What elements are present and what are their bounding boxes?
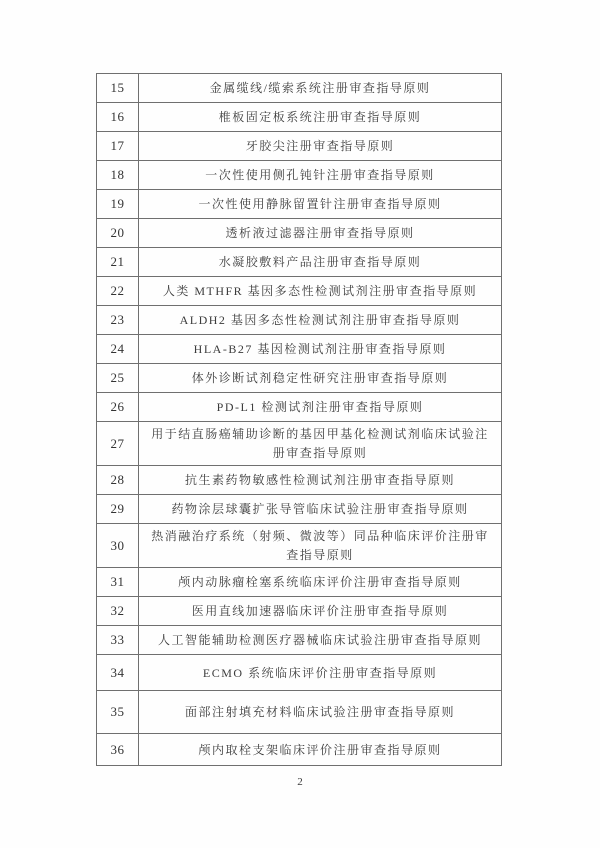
- table-row: [97, 161, 502, 190]
- row-title: 水凝胶敷料产品注册审查指导原则: [139, 248, 502, 277]
- row-number: 34: [97, 655, 139, 691]
- table-row: [97, 655, 502, 691]
- page-number: 2: [297, 776, 303, 788]
- table-row: [97, 626, 502, 655]
- row-number: 17: [97, 132, 139, 161]
- table-row: [97, 248, 502, 277]
- row-title: 椎板固定板系统注册审查指导原则: [139, 103, 502, 132]
- row-number: 28: [97, 466, 139, 495]
- row-number: 22: [97, 277, 139, 306]
- row-title: 牙胶尖注册审查指导原则: [139, 132, 502, 161]
- table-row: [97, 132, 502, 161]
- row-number: 24: [97, 335, 139, 364]
- row-number: 32: [97, 597, 139, 626]
- table-body: [97, 74, 502, 766]
- table-row: [97, 568, 502, 597]
- table-row: [97, 74, 502, 103]
- row-title: 颅内动脉瘤栓塞系统临床评价注册审查指导原则: [139, 568, 502, 597]
- row-number: 31: [97, 568, 139, 597]
- table-row: [97, 597, 502, 626]
- row-title: ALDH2 基因多态性检测试剂注册审查指导原则: [139, 306, 502, 335]
- table-row: [97, 466, 502, 495]
- row-title: HLA-B27 基因检测试剂注册审查指导原则: [139, 335, 502, 364]
- row-title: 药物涂层球囊扩张导管临床试验注册审查指导原则: [139, 495, 502, 524]
- row-title: 面部注射填充材料临床试验注册审查指导原则: [139, 691, 502, 734]
- table-row: [97, 393, 502, 422]
- table-row: [97, 335, 502, 364]
- row-title: 热消融治疗系统（射频、微波等）同品种临床评价注册审查指导原则: [139, 524, 502, 568]
- row-title: ECMO 系统临床评价注册审查指导原则: [139, 655, 502, 691]
- row-title: PD-L1 检测试剂注册审查指导原则: [139, 393, 502, 422]
- row-title: 一次性使用侧孔钝针注册审查指导原则: [139, 161, 502, 190]
- row-number: 18: [97, 161, 139, 190]
- guidance-principles-table: [96, 73, 502, 766]
- row-number: 25: [97, 364, 139, 393]
- row-title: 一次性使用静脉留置针注册审查指导原则: [139, 190, 502, 219]
- row-number: 33: [97, 626, 139, 655]
- row-number: 30: [97, 524, 139, 568]
- row-number: 35: [97, 691, 139, 734]
- row-title: 用于结直肠癌辅助诊断的基因甲基化检测试剂临床试验注册审查指导原则: [139, 422, 502, 466]
- row-number: 15: [97, 74, 139, 103]
- row-number: 19: [97, 190, 139, 219]
- row-title: 金属缆线/缆索系统注册审查指导原则: [139, 74, 502, 103]
- row-title: 医用直线加速器临床评价注册审查指导原则: [139, 597, 502, 626]
- table-row: [97, 495, 502, 524]
- row-number: 21: [97, 248, 139, 277]
- table-row: [97, 734, 502, 766]
- row-title: 人工智能辅助检测医疗器械临床试验注册审查指导原则: [139, 626, 502, 655]
- row-number: 20: [97, 219, 139, 248]
- table-row: [97, 364, 502, 393]
- table-row: [97, 422, 502, 466]
- row-number: 27: [97, 422, 139, 466]
- table-row: [97, 524, 502, 568]
- row-title: 抗生素药物敏感性检测试剂注册审查指导原则: [139, 466, 502, 495]
- table-row: [97, 691, 502, 734]
- row-title: 颅内取栓支架临床评价注册审查指导原则: [139, 734, 502, 766]
- table-row: [97, 190, 502, 219]
- row-title: 透析液过滤器注册审查指导原则: [139, 219, 502, 248]
- row-number: 26: [97, 393, 139, 422]
- row-title: 人类 MTHFR 基因多态性检测试剂注册审查指导原则: [139, 277, 502, 306]
- row-number: 16: [97, 103, 139, 132]
- table-row: [97, 277, 502, 306]
- table-row: [97, 103, 502, 132]
- row-title: 体外诊断试剂稳定性研究注册审查指导原则: [139, 364, 502, 393]
- row-number: 23: [97, 306, 139, 335]
- row-number: 36: [97, 734, 139, 766]
- table-row: [97, 219, 502, 248]
- table-row: [97, 306, 502, 335]
- row-number: 29: [97, 495, 139, 524]
